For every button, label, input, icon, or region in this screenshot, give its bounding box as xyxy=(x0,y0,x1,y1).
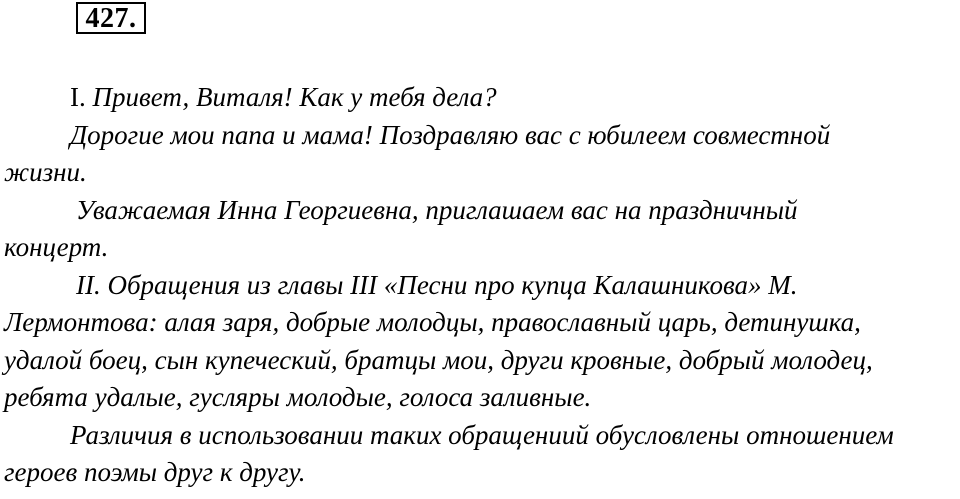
exercise-number: 427. xyxy=(76,2,146,34)
text-line-8: удалой боец, сын купеческий, братцы мои, други кровные, добрый молодец, xyxy=(4,344,873,375)
text-line-9: ребята удалые, гусляры молодые, голоса заливные. xyxy=(4,382,592,412)
text-line-6: II. Обращения из главы III «Песни про купца Калашникова» М. xyxy=(76,269,798,300)
text-line-2: Дорогие мои папа и мама! Поздравляю вас с юбилеем совместной xyxy=(70,119,831,150)
section-marker-1: I. xyxy=(70,82,86,112)
text-line-5: концерт. xyxy=(4,232,109,262)
text-line-7: Лермонтова: алая заря, добрые молодцы, православный царь, детинушка, xyxy=(4,307,861,337)
text-line-11: героев поэмы друг к другу. xyxy=(4,457,306,487)
text-line-3: жизни. xyxy=(4,157,87,187)
text-line-1 xyxy=(4,79,960,117)
exercise-text xyxy=(4,79,960,492)
text-line-4: Уважаемая Инна Георгиевна, приглашаем вас на праздничный xyxy=(76,194,798,225)
text-line-10: Различия в использовании таких обращениий обусловлены отношением xyxy=(70,419,894,450)
text-line-1-content: Привет, Виталя! Как у тебя дела? xyxy=(92,82,497,112)
